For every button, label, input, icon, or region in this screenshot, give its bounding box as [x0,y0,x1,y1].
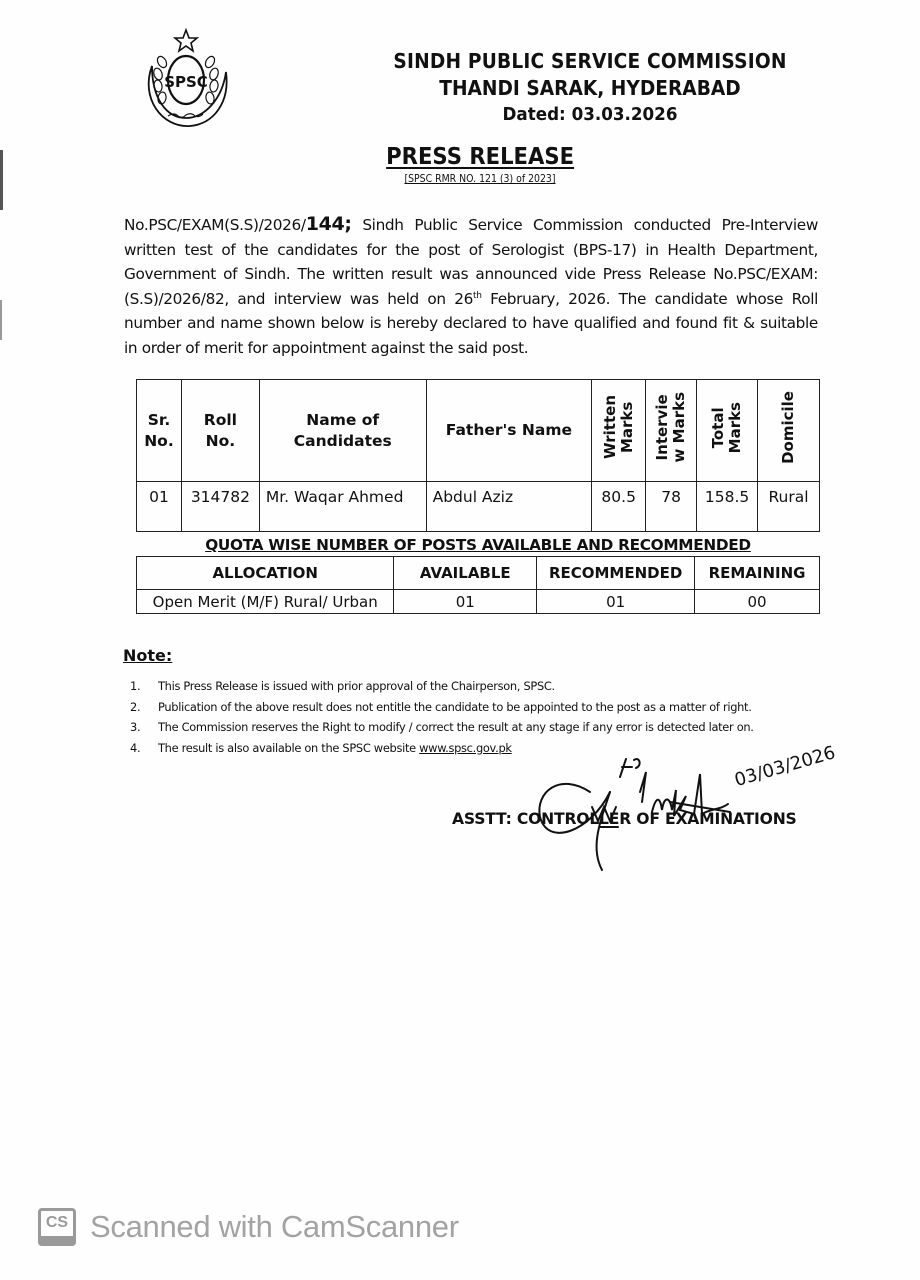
paragraph-text: Sindh Public Service Commission conducted Pre-Interview written test of the candidates for the post of Serologist (BPS-17) in Health Department, Government of Sindh. The written result was announced vide Press Release No.PSC/EXAM:(S.S)/2026/82, and interview was held on 26 [124,216,818,308]
header-allocation: ALLOCATION [137,557,394,590]
handwritten-date: 03/03/2026 [732,742,838,791]
results-table [136,379,820,532]
header-sr-no: Sr. No. [137,380,182,482]
list-item: 1. This Press Release is issued with prior approval of the Chairperson, SPSC. [130,679,555,693]
table-row [137,482,820,532]
header-domicile: Domicile [758,380,820,482]
document-date: Dated: 03.03.2026 [502,104,678,125]
camscanner-text: Scanned with CamScanner [90,1209,459,1244]
cell-candidate-name: Mr. Waqar Ahmed [259,482,426,532]
cell-total-marks: 158.5 [697,482,758,532]
logo-text: SPSC [164,73,208,91]
organization-name: SINDH PUBLIC SERVICE COMMISSION [393,49,787,73]
notes-heading: Note: [123,646,173,665]
cell-written-marks: 80.5 [592,482,646,532]
header-recommended: RECOMMENDED [537,557,695,590]
cell-remaining: 00 [695,590,820,614]
letterhead [330,48,850,128]
cell-recommended: 01 [537,590,695,614]
announcement-paragraph [124,212,818,361]
press-release-heading [330,144,630,185]
signatory-designation: ASSTT: CONTROLLER OF EXAMINATIONS [452,810,797,828]
camscanner-watermark [38,1208,459,1246]
list-item: 4. The result is also available on the SPSC website www.spsc.gov.pk [130,740,512,755]
cell-father-name: Abdul Aziz [426,482,592,532]
spsc-emblem-logo [138,28,234,132]
cell-interview-marks: 78 [646,482,697,532]
paragraph-text-continued: February, 2026. The candidate whose Roll number and name shown below is hereby declared to have qualified and found fit & suitable in order of merit for appointment against the said post. [124,289,818,357]
header-remaining: REMAINING [695,557,820,590]
cell-sr-no: 01 [137,482,182,532]
list-item: 3. The Commission reserves the Right to modify / correct the result at any stage if any error is detected later on. [130,720,754,734]
scan-edge-mark [0,150,3,210]
reference-prefix: No.PSC/EXAM(S.S)/2026/ [124,216,306,234]
website-link[interactable]: www.spsc.gov.pk [419,740,512,755]
header-roll-no: Roll No. [181,380,259,482]
reference-number: 144; [305,213,352,235]
header-candidate-name: Name of Candidates [259,380,426,482]
header-interview-marks: Intervie w Marks [646,380,697,482]
cell-roll-no: 314782 [181,482,259,532]
organization-address: THANDI SARAK, HYDERABAD [439,76,741,100]
header-father-name: Father's Name [426,380,592,482]
header-available: AVAILABLE [394,557,537,590]
cell-domicile: Rural [758,482,820,532]
quota-table-header [137,557,820,590]
list-item: 2. Publication of the above result does not entitle the candidate to be appointed to the post as a matter of right. [130,699,752,714]
ordinal-suffix: th [473,290,482,301]
press-release-title: PRESS RELEASE [386,144,574,170]
quota-table-title: QUOTA WISE NUMBER OF POSTS AVAILABLE AND RECOMMENDED [205,536,751,554]
cell-allocation: Open Merit (M/F) Rural/ Urban [137,590,394,614]
results-table-header [137,380,820,482]
notes-list [130,676,830,758]
header-total-marks: Total Marks [697,380,758,482]
scan-edge-mark [0,300,2,340]
handwritten-signature [530,752,870,882]
cell-available: 01 [394,590,537,614]
press-release-reference: [SPSC RMR NO. 121 (3) of 2023] [404,172,556,185]
camscanner-logo-icon: CS [38,1208,76,1246]
quota-table [136,556,820,614]
table-row [137,590,820,614]
header-written-marks: Written Marks [592,380,646,482]
